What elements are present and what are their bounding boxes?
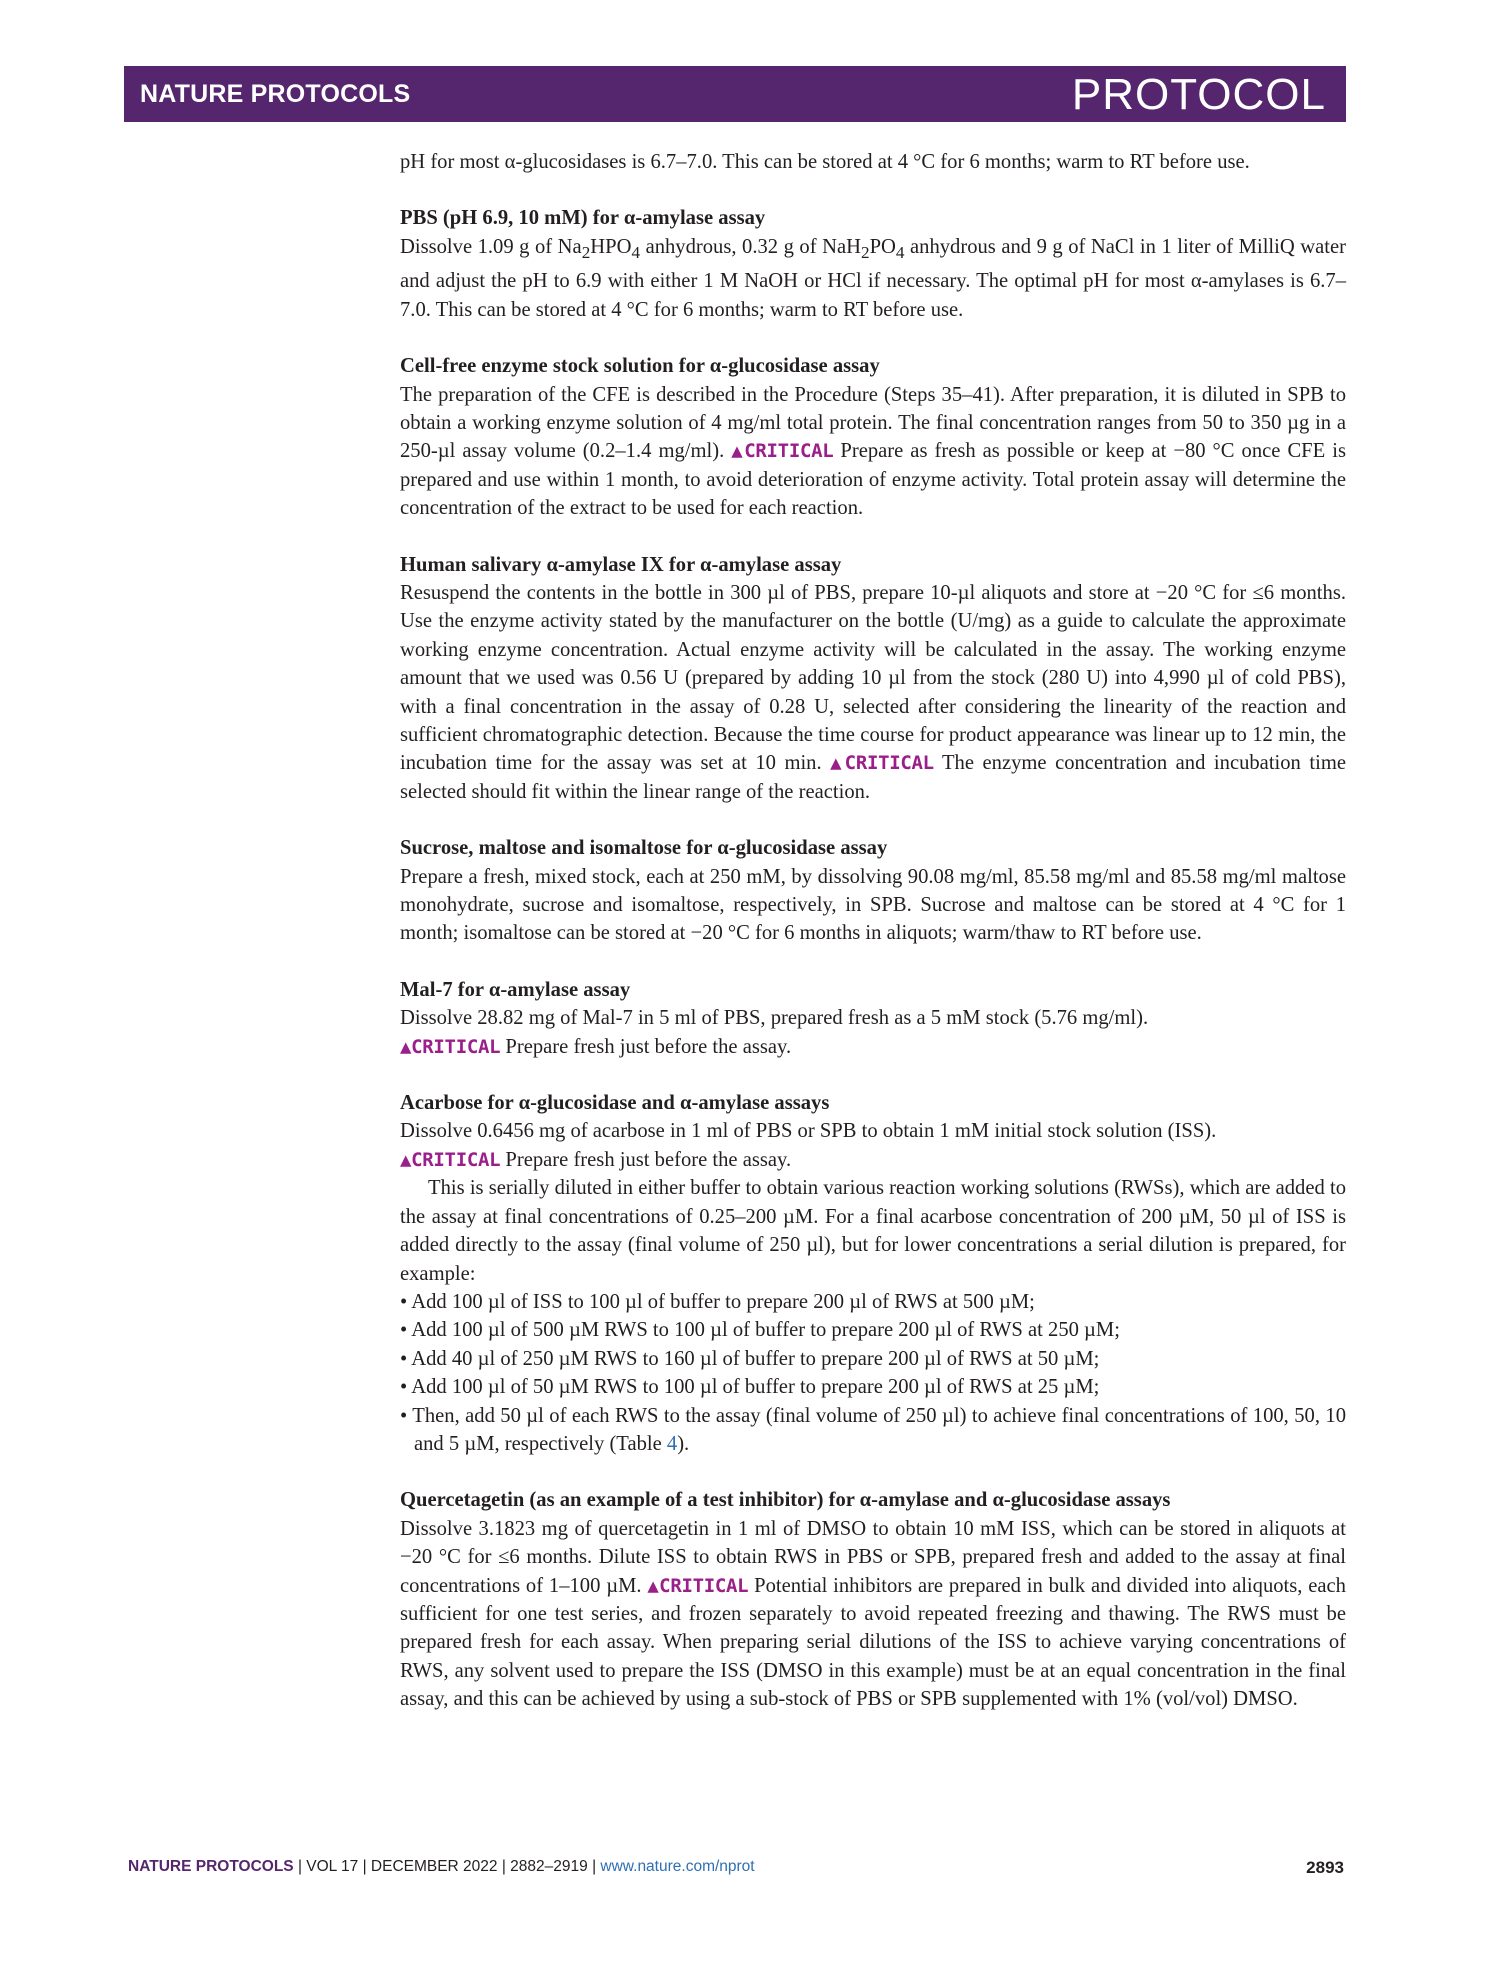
section-heading: Quercetagetin (as an example of a test inhibitor) for α-amylase and α-glucosidase assays [400, 1489, 1171, 1512]
section-body: Dissolve 0.6456 mg of acarbose in 1 ml of PBS or SPB to obtain 1 mM initial stock solution (ISS). [400, 1120, 1217, 1143]
dilution-list [400, 1288, 1346, 1458]
section-body: Prepare a fresh, mixed stock, each at 250 mM, by dissolving 90.08 mg/ml, 85.58 mg/ml and 85.58 mg/ml maltose monohydrate, sucrose and isomaltose, respectively, in SPB. Sucrose and maltose can be stored at 4 °C for 1 month; isomaltose can be stored at −20 °C for 6 months in aliquots; warm/thaw to RT before use. [400, 865, 1346, 945]
journal-name: NATURE PROTOCOLS [140, 80, 411, 108]
main-content [400, 148, 1346, 1714]
section-body: The preparation of the CFE is described in the Procedure (Steps 35–41). After preparation, it is diluted in SPB to obtain a working enzyme solution of 4 mg/ml total protein. The final concentration ranges from 50 to 350 µg in a 250-µl assay volume (0.2–1.4 mg/ml). ▲CRITICAL Prepare as fresh as possible or keep at −80 °C once CFE is prepared and use within 1 month, to avoid deterioration of enzyme activity. Total protein assay will determine the concentration of the extract to be used for each reaction. [400, 383, 1346, 520]
section-heading: PBS (pH 6.9, 10 mM) for α-amylase assay [400, 207, 766, 230]
critical-note: ▲CRITICAL Prepare fresh just before the assay. [400, 1148, 792, 1171]
list-item: • Add 100 µl of ISS to 100 µl of buffer to prepare 200 µl of RWS at 500 µM; [400, 1290, 1035, 1313]
section-heading: Human salivary α-amylase IX for α-amylase assay [400, 553, 842, 576]
section-heading: Cell-free enzyme stock solution for α-glucosidase assay [400, 355, 880, 378]
footer-journal: NATURE PROTOCOLS [128, 1858, 294, 1875]
section-sugars [400, 834, 1346, 948]
section-heading: Mal-7 for α-amylase assay [400, 978, 631, 1001]
critical-note: ▲CRITICAL Prepare fresh just before the assay. [400, 1035, 792, 1058]
list-item: • Add 100 µl of 50 µM RWS to 100 µl of buffer to prepare 200 µl of RWS at 25 µM; [400, 1376, 1100, 1399]
critical-label: ▲CRITICAL [731, 440, 834, 463]
section-salivary-amylase [400, 551, 1346, 807]
list-item: • Then, add 50 µl of each RWS to the assay (final volume of 250 µl) to achieve final concentrations of 100, 50, 10 and 5 µM, respectively (Table 4). [400, 1404, 1346, 1455]
footer-citation: | VOL 17 | DECEMBER 2022 | 2882–2919 | [293, 1858, 601, 1875]
header-bar [124, 66, 1346, 122]
page-number: 2893 [1306, 1858, 1344, 1877]
critical-label: ▲CRITICAL [400, 1148, 501, 1171]
article-type: PROTOCOL [1071, 70, 1326, 119]
list-item: • Add 40 µl of 250 µM RWS to 160 µl of buffer to prepare 200 µl of RWS at 50 µM; [400, 1347, 1100, 1370]
section-body: Resuspend the contents in the bottle in 300 µl of PBS, prepare 10-µl aliquots and store at −20 °C for ≤6 months. Use the enzyme activity stated by the manufacturer on the bottle (U/mg) as a guide to calculate the approximate working enzyme concentration. Actual enzyme activity will be calculated in the assay. The working enzyme amount that we used was 0.56 U (prepared by adding 10 µl from the stock (280 U) into 4,990 µl of cold PBS), with a final concentration in the assay of 0.28 U, selected after considering the linearity of the reaction and sufficient chromatographic detection. Because the time course for product appearance was linear up to 12 min, the incubation time for the assay was set at 10 min. ▲CRITICAL The enzyme concentration and incubation time selected should fit within the linear range of the reaction. [400, 581, 1346, 803]
footer-url-link[interactable]: www.nature.com/nprot [600, 1858, 755, 1875]
section-quercetagetin [400, 1486, 1346, 1713]
critical-label: ▲CRITICAL [830, 752, 934, 775]
critical-label: ▲CRITICAL [647, 1574, 749, 1597]
section-body: This is serially diluted in either buffer to obtain various reaction working solutions (RWSs), which are added to the assay at final concentrations of 0.25–200 µM. For a final acarbose concentration of 200 µM, 50 µl of ISS is added directly to the assay (final volume of 250 µl), but for lower concentrations a serial dilution is prepared, for example: [400, 1177, 1346, 1285]
section-pbs [400, 204, 1346, 324]
list-item: • Add 100 µl of 500 µM RWS to 100 µl of buffer to prepare 200 µl of RWS at 250 µM; [400, 1319, 1120, 1342]
section-acarbose [400, 1089, 1346, 1458]
section-body: Dissolve 28.82 mg of Mal-7 in 5 ml of PBS, prepared fresh as a 5 mM stock (5.76 mg/ml). [400, 1007, 1149, 1030]
section-body: Dissolve 3.1823 mg of quercetagetin in 1 ml of DMSO to obtain 10 mM ISS, which can be stored in aliquots at −20 °C for ≤6 months. Dilute ISS to obtain RWS in PBS or SPB, prepared fresh and added to the assay at final concentrations of 1–100 µM. ▲CRITICAL Potential inhibitors are prepared in bulk and divided into aliquots, each sufficient for one test series, and frozen separately to avoid repeated freezing and thawing. The RWS must be prepared fresh for each assay. When preparing serial dilutions of the ISS to achieve varying concentrations of RWS, any solvent used to prepare the ISS (DMSO in this example) must be at an equal concentration in the final assay, and this can be achieved by using a sub-stock of PBS or SPB supplemented with 1% (vol/vol) DMSO. [400, 1517, 1346, 1711]
section-cfe [400, 352, 1346, 522]
page-footer [128, 1858, 1346, 1876]
table-link[interactable]: 4 [666, 1432, 678, 1455]
section-heading: Acarbose for α-glucosidase and α-amylase assays [400, 1092, 830, 1115]
intro-paragraph: pH for most α-glucosidases is 6.7–7.0. This can be stored at 4 °C for 6 months; warm to RT before use. [400, 151, 1250, 173]
section-heading: Sucrose, maltose and isomaltose for α-glucosidase assay [400, 837, 888, 860]
critical-label: ▲CRITICAL [400, 1035, 501, 1058]
section-body: Dissolve 1.09 g of $Na_2HPO_4$ anhydrous, 0.32 g of $NaH_2PO_4$ anhydrous and 9 g of NaCl in 1 liter of MilliQ water and adjust the pH to 6.9 with either 1 M NaOH or HCl if necessary. The optimal pH for most α-amylases is 6.7–7.0. This can be stored at 4 °C for 6 months; warm to RT before use. [400, 235, 1346, 321]
section-mal7 [400, 976, 1346, 1061]
